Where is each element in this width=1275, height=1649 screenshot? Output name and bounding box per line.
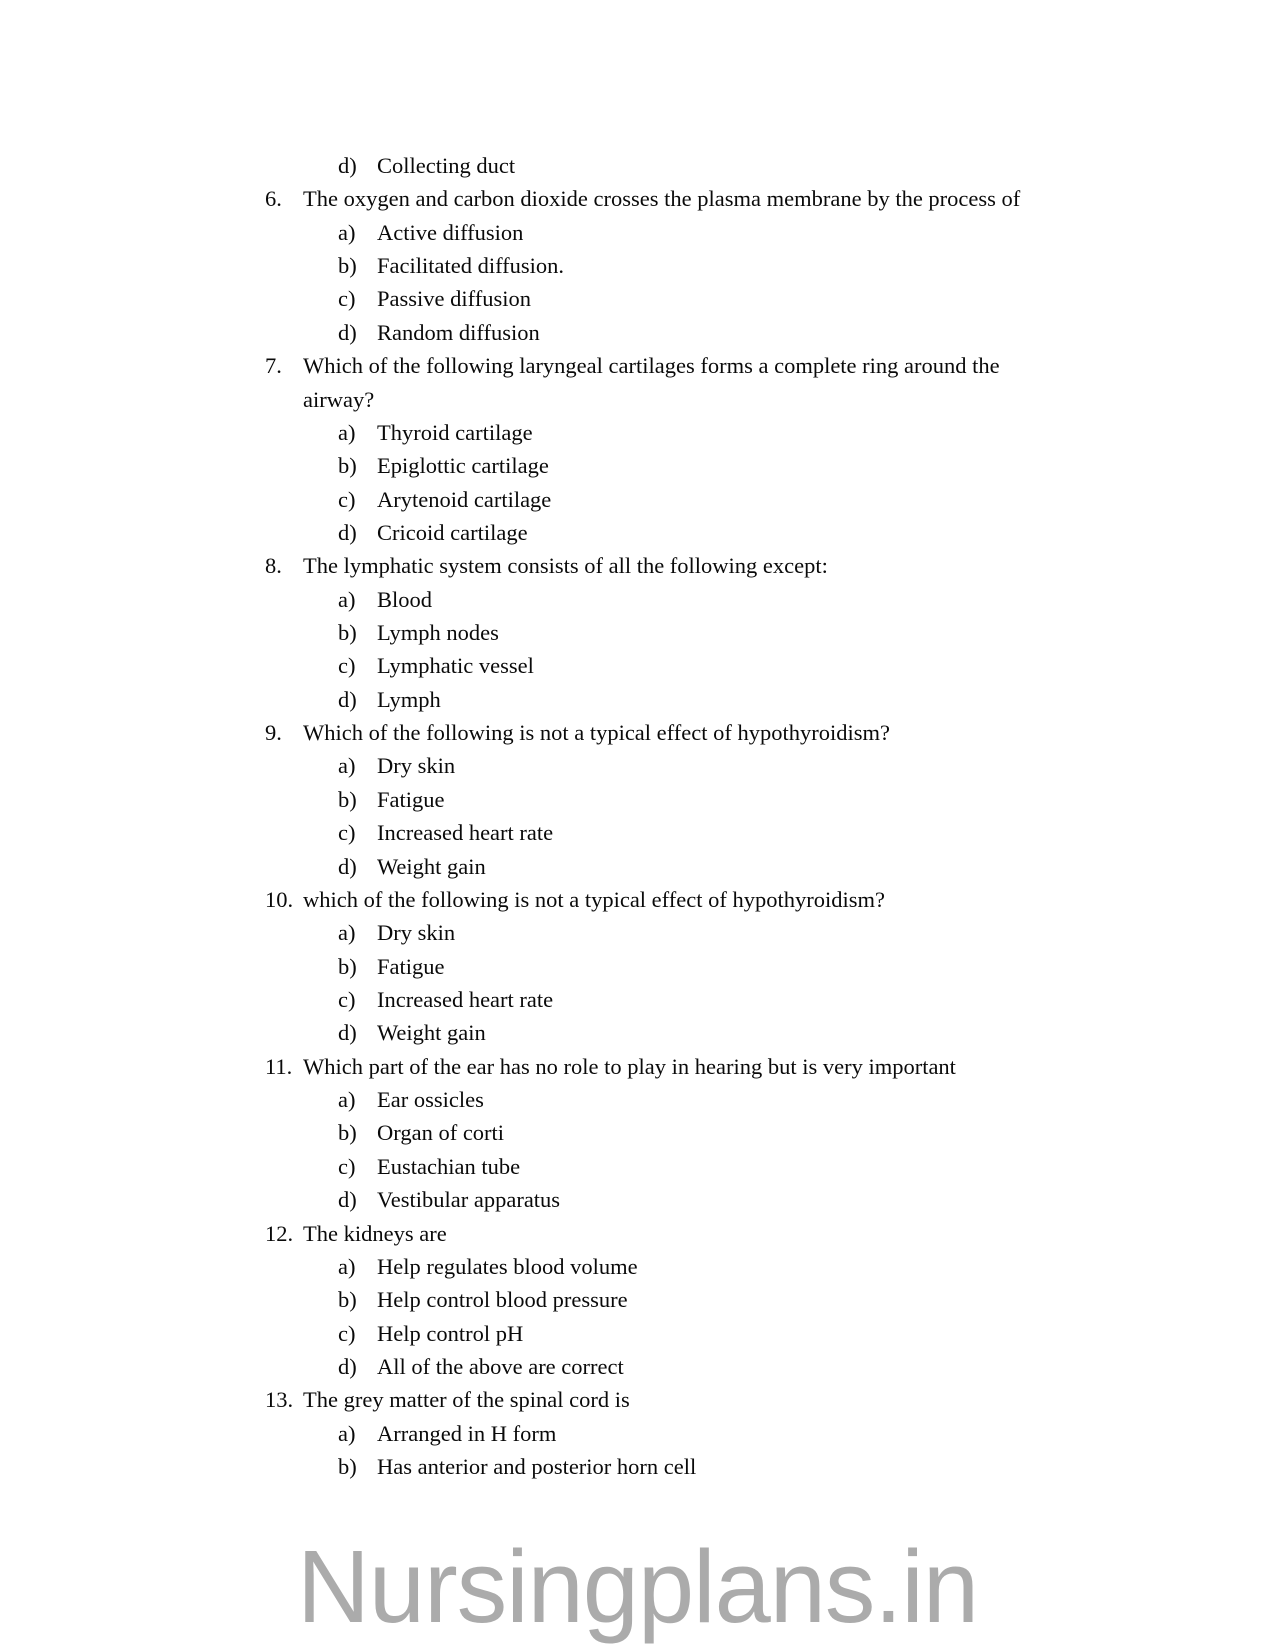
question-number: 6.: [265, 186, 282, 212]
option-letter: d): [338, 319, 357, 345]
option-letter: a): [338, 586, 356, 612]
option-letter: c): [338, 986, 356, 1012]
option-text: Dry skin: [377, 753, 456, 779]
option-text: Vestibular apparatus: [377, 1187, 561, 1213]
option-item: [0, 249, 1275, 282]
option-item: [0, 416, 1275, 449]
option-text: Thyroid cartilage: [377, 419, 533, 445]
option-item: [0, 1183, 1275, 1216]
option-letter: c): [338, 653, 356, 679]
option-item: [0, 1016, 1275, 1049]
option-item: [0, 1250, 1275, 1283]
option-text: Lymph nodes: [377, 620, 499, 646]
question-text: which of the following is not a typical effect of hypothyroidism?: [303, 886, 885, 912]
option-item: [0, 616, 1275, 649]
question-item: [0, 349, 1275, 549]
question-item: [0, 883, 1275, 1050]
option-letter: d): [338, 1187, 357, 1213]
option-item: [0, 282, 1275, 315]
option-letter: a): [338, 419, 356, 445]
watermark-text: Nursingplans.in: [297, 1529, 979, 1644]
option-text: Facilitated diffusion.: [377, 253, 565, 279]
option-item: [0, 1417, 1275, 1450]
question-item: [0, 1050, 1275, 1217]
option-text: Active diffusion: [377, 219, 524, 245]
option-text: Weight gain: [377, 853, 486, 879]
question-text: Which part of the ear has no role to play in hearing but is very important: [303, 1053, 956, 1079]
option-letter: b): [338, 453, 357, 479]
question-item: [0, 1383, 1275, 1483]
option-text: Lymph: [377, 686, 441, 712]
option-item: [0, 950, 1275, 983]
option-letter: b): [338, 953, 357, 979]
question-text: The kidneys are: [303, 1220, 447, 1246]
option-item: [0, 583, 1275, 616]
option-letter: a): [338, 920, 356, 946]
option-item: [0, 983, 1275, 1016]
option-letter: d): [338, 519, 357, 545]
option-letter: a): [338, 1420, 356, 1446]
option-letter: d): [338, 153, 357, 178]
option-text: Fatigue: [377, 786, 445, 812]
option-letter: c): [338, 1320, 356, 1346]
option-text: Increased heart rate: [377, 986, 554, 1012]
option-item: [0, 783, 1275, 816]
option-text: All of the above are correct: [377, 1353, 624, 1379]
question-item: [0, 716, 1275, 883]
option-item: [0, 216, 1275, 249]
option-item: [0, 749, 1275, 782]
option-item: [0, 449, 1275, 482]
option-letter: d): [338, 686, 357, 712]
option-item: [0, 1083, 1275, 1116]
option-text: Passive diffusion: [377, 286, 531, 312]
question-text: The lymphatic system consists of all the following except:: [303, 553, 828, 579]
question-text-continuation: airway?: [303, 386, 375, 412]
question-item: [0, 1217, 1275, 1384]
option-item: [0, 816, 1275, 849]
option-item: [0, 149, 1275, 182]
option-item: [0, 1116, 1275, 1149]
option-item: [0, 516, 1275, 549]
question-number: 12.: [265, 1220, 294, 1246]
option-text: Has anterior and posterior horn cell: [377, 1454, 697, 1480]
question-text: Which of the following is not a typical effect of hypothyroidism?: [303, 720, 890, 746]
option-item: [0, 483, 1275, 516]
option-text: Ear ossicles: [377, 1087, 484, 1113]
question-number: 10.: [265, 886, 294, 912]
option-text: Cricoid cartilage: [377, 519, 528, 545]
option-text: Help regulates blood volume: [377, 1253, 638, 1279]
question-number: 11.: [265, 1053, 293, 1079]
question-number: 8.: [265, 553, 282, 579]
option-text: Arranged in H form: [377, 1420, 557, 1446]
option-text: Collecting duct: [377, 153, 516, 178]
option-text: Help control blood pressure: [377, 1287, 628, 1313]
option-letter: b): [338, 1454, 357, 1480]
option-item: [0, 1283, 1275, 1316]
question-text: The oxygen and carbon dioxide crosses the plasma membrane by the process of: [303, 186, 1021, 212]
option-text: Lymphatic vessel: [377, 653, 534, 679]
option-item: [0, 850, 1275, 883]
option-text: Help control pH: [377, 1320, 524, 1346]
question-item: [0, 182, 1275, 349]
option-text: Weight gain: [377, 1020, 486, 1046]
option-letter: a): [338, 753, 356, 779]
option-letter: b): [338, 1120, 357, 1146]
option-item: [0, 683, 1275, 716]
option-letter: b): [338, 786, 357, 812]
option-item: [0, 1317, 1275, 1350]
question-text: The grey matter of the spinal cord is: [303, 1387, 630, 1413]
option-text: Organ of corti: [377, 1120, 505, 1146]
option-letter: a): [338, 1087, 356, 1113]
option-text: Epiglottic cartilage: [377, 453, 549, 479]
option-item: [0, 316, 1275, 349]
option-letter: b): [338, 1287, 357, 1313]
option-text: Eustachian tube: [377, 1153, 521, 1179]
quiz-page: [0, 149, 1275, 1483]
question-item: [0, 549, 1275, 716]
option-item: [0, 649, 1275, 682]
option-letter: c): [338, 820, 356, 846]
option-letter: b): [338, 620, 357, 646]
option-letter: a): [338, 1253, 356, 1279]
option-letter: c): [338, 286, 356, 312]
option-text: Blood: [377, 586, 433, 612]
option-text: Fatigue: [377, 953, 445, 979]
question-number: 13.: [265, 1387, 294, 1413]
option-letter: d): [338, 853, 357, 879]
option-item: [0, 1350, 1275, 1383]
option-item: [0, 1150, 1275, 1183]
option-text: Arytenoid cartilage: [377, 486, 552, 512]
question-number: 7.: [265, 353, 282, 379]
option-letter: d): [338, 1353, 357, 1379]
option-item: [0, 1450, 1275, 1483]
option-item: [0, 916, 1275, 949]
option-letter: c): [338, 1153, 356, 1179]
question-number: 9.: [265, 720, 282, 746]
option-letter: c): [338, 486, 356, 512]
option-letter: a): [338, 219, 356, 245]
option-text: Increased heart rate: [377, 820, 554, 846]
option-letter: b): [338, 253, 357, 279]
option-text: Dry skin: [377, 920, 456, 946]
option-text: Random diffusion: [377, 319, 540, 345]
question-text: Which of the following laryngeal cartilages forms a complete ring around the: [303, 353, 1000, 379]
option-letter: d): [338, 1020, 357, 1046]
